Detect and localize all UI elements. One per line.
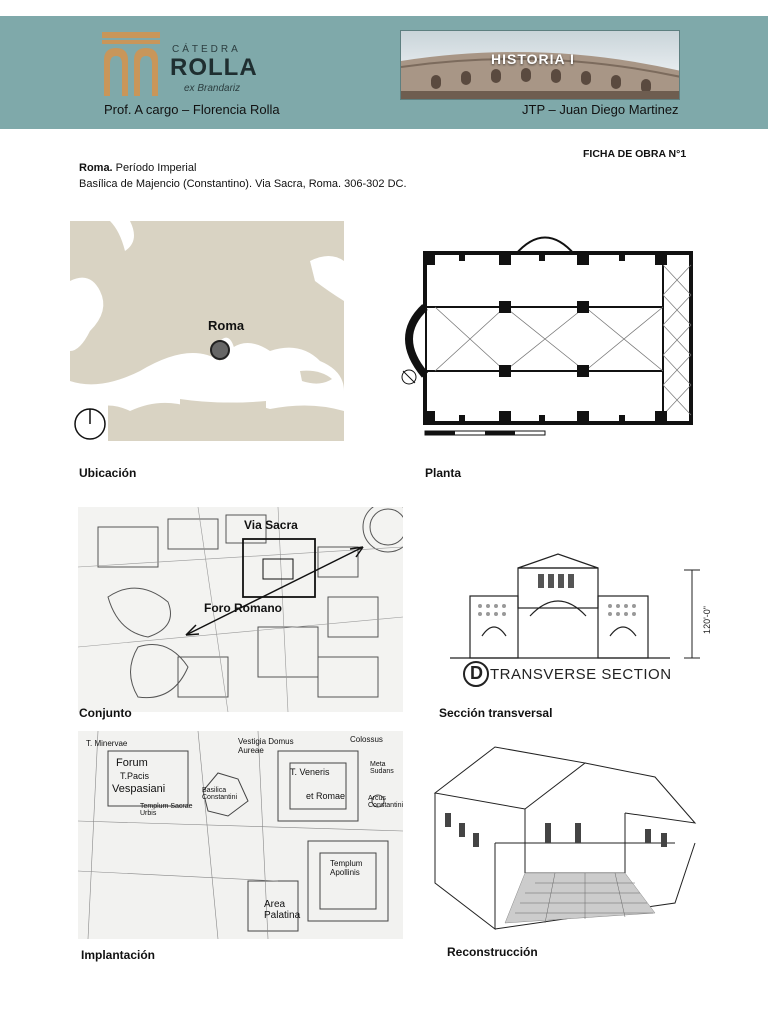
reconstruccion-drawing bbox=[425, 733, 697, 933]
conjunto-map bbox=[78, 507, 403, 712]
ubicacion-map bbox=[70, 221, 344, 441]
period-text: Período Imperial bbox=[112, 162, 197, 174]
implant-label-forum: Forum bbox=[116, 757, 148, 769]
implant-label-veneris: T. Veneris bbox=[290, 767, 330, 777]
colosseum-photo bbox=[400, 30, 680, 100]
isometric-reconstruction bbox=[425, 733, 697, 933]
implant-label-meta: Meta Sudans bbox=[370, 761, 394, 775]
work-subtitle: Basílica de Majencio (Constantino). Via Sacra, Roma. 306-302 DC. bbox=[79, 178, 407, 190]
implantacion-map bbox=[78, 731, 403, 939]
implant-label-arcus: Arcus Constantini bbox=[368, 795, 403, 809]
basilica-floor-plan bbox=[395, 225, 695, 450]
implant-label-sacrae: Templum Sacrae Urbis bbox=[140, 803, 193, 817]
jtp-text: JTP – Juan Diego Martinez bbox=[522, 102, 679, 117]
implant-label-basilica: Basilica Constantini bbox=[202, 787, 238, 801]
label-foro-romano: Foro Romano bbox=[204, 601, 282, 615]
seccion-drawing bbox=[430, 546, 730, 692]
caption-ubicacion: Ubicación bbox=[79, 466, 137, 480]
europe-map-drawing bbox=[70, 221, 344, 441]
professor-text: Prof. A cargo – Florencia Rolla bbox=[104, 102, 280, 117]
planta-plan bbox=[395, 225, 695, 450]
caption-implantacion: Implantación bbox=[81, 948, 156, 962]
caption-reconstruccion: Reconstrucción bbox=[447, 945, 538, 959]
logo-sub-text: ex Brandariz bbox=[184, 83, 241, 94]
implant-label-colossus: Colossus bbox=[350, 735, 383, 744]
label-via-sacra: Via Sacra bbox=[244, 518, 298, 532]
colosseum-logo-icon bbox=[100, 30, 162, 98]
course-title: HISTORIA I bbox=[491, 51, 575, 67]
implant-label-minervae: T. Minervae bbox=[86, 739, 128, 748]
period-line bbox=[79, 162, 196, 174]
implant-label-pacis: T.Pacis bbox=[120, 771, 150, 781]
implant-label-apollinis: Templum Apollinis bbox=[330, 859, 363, 877]
implant-label-vespasiani: Vespasiani bbox=[112, 783, 166, 795]
implant-label-area: Area Palatina bbox=[264, 899, 301, 921]
implant-label-domus: Vestigia Domus Aureae bbox=[238, 737, 294, 755]
section-dimension: 120'-0" bbox=[702, 606, 712, 634]
map-label-roma: Roma bbox=[208, 318, 245, 333]
city-name: Roma. bbox=[79, 162, 113, 174]
logo-catedra-text: CÁTEDRA bbox=[172, 44, 241, 55]
section-letter: D bbox=[470, 663, 483, 683]
caption-seccion: Sección transversal bbox=[439, 706, 553, 720]
ficha-number: FICHA DE OBRA N°1 bbox=[583, 148, 687, 160]
logo-name-text: ROLLA bbox=[170, 54, 258, 81]
caption-conjunto: Conjunto bbox=[79, 706, 132, 720]
catedra-logo bbox=[100, 30, 260, 100]
caption-planta: Planta bbox=[425, 466, 462, 480]
section-drawing-label: TRANSVERSE SECTION bbox=[490, 666, 672, 683]
implant-label-romae: et Romae bbox=[306, 791, 346, 801]
